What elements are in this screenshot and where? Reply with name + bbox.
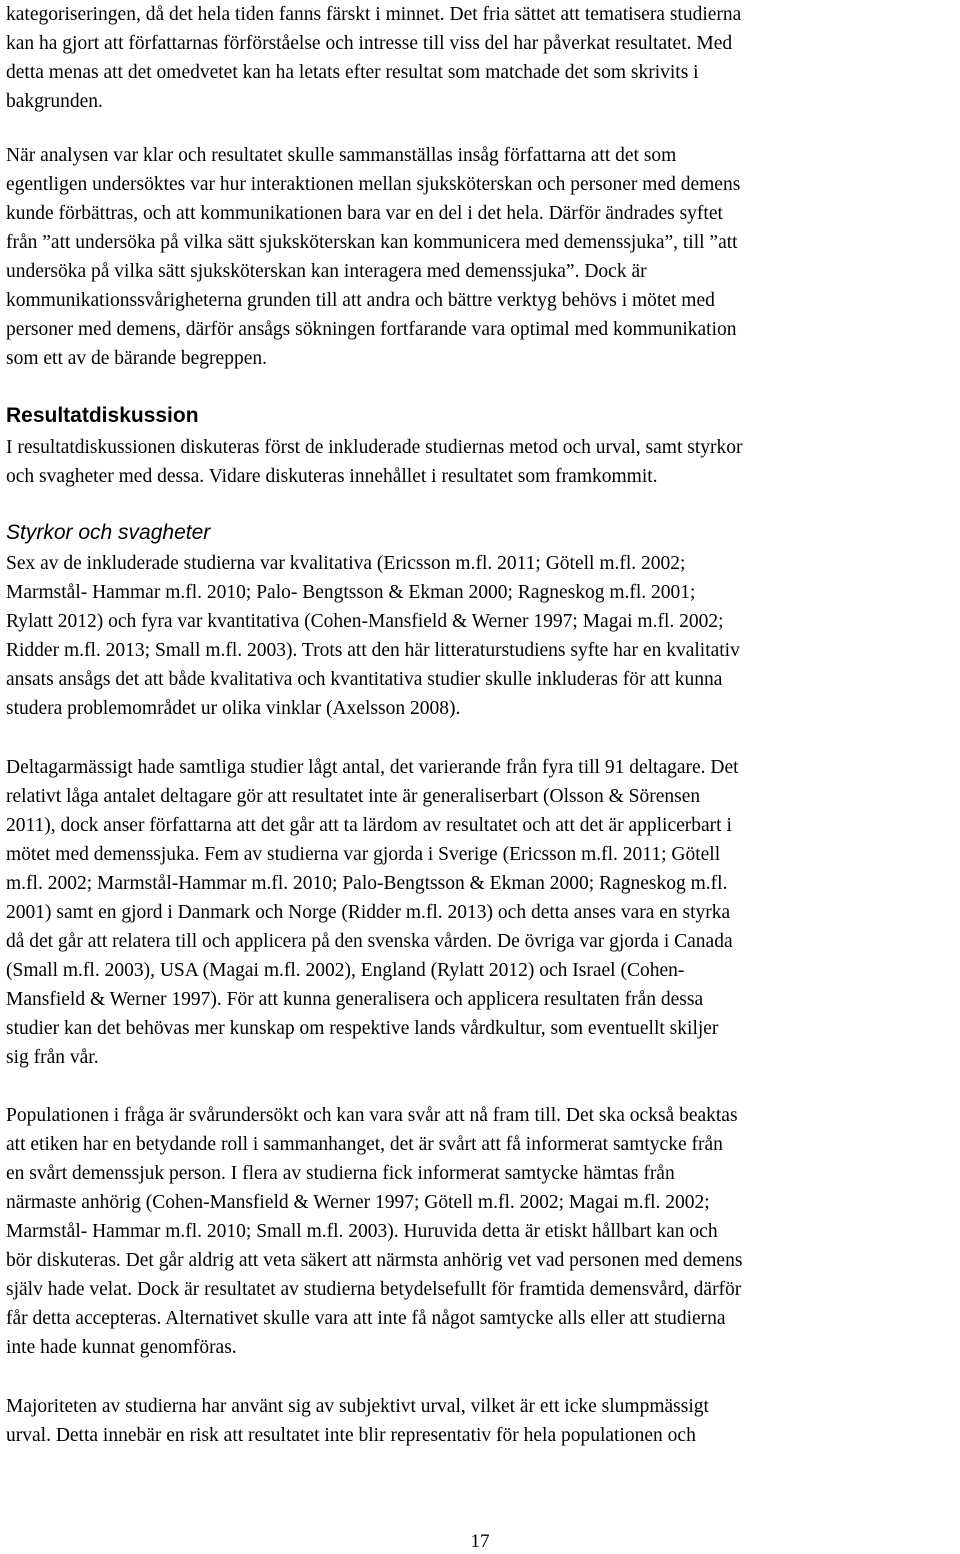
paragraph-urval [6,1392,960,1450]
text-line: (Small m.fl. 2003), USA (Magai m.fl. 2002), England (Rylatt 2012) och Israel (Cohen- [6,960,685,981]
text-line: Sex av de inkluderade studierna var kvalitativa (Ericsson m.fl. 2011; Götell m.fl. 2002; [6,553,686,574]
text-line: inte hade kunnat genomföras. [6,1337,237,1358]
text-line: att etiken har en betydande roll i sammanhanget, det är svårt att få informerat samtycke från [6,1134,723,1155]
page-number: 17 [470,1531,490,1552]
text-line: kategoriseringen, då det hela tiden fanns färskt i minnet. Det fria sättet att tematisera studierna [6,4,742,25]
text-line: Majoriteten av studierna har använt sig av subjektivt urval, vilket är ett icke slumpmässigt [6,1396,709,1417]
paragraph-styrkor [6,549,960,723]
text-line: egentligen undersöktes var hur interaktionen mellan sjuksköterskan och personer med demens [6,174,741,195]
text-line: närmaste anhörig (Cohen-Mansfield & Werner 1997; Götell m.fl. 2002; Magai m.fl. 2002; [6,1192,710,1213]
text-line: Marmstål- Hammar m.fl. 2010; Palo- Bengtsson & Ekman 2000; Ragneskog m.fl. 2001; [6,582,696,603]
text-line: Mansfield & Werner 1997). För att kunna generalisera och applicera resultaten från dessa [6,989,704,1010]
text-line: I resultatdiskussionen diskuteras först de inkluderade studiernas metod och urval, samt styrkor [6,437,743,458]
paragraph-deltagare [6,753,960,1072]
text-line: kunde förbättras, och att kommunikationen bara var en del i det hela. Därför ändrades syftet [6,203,723,224]
text-line: personer med demens, därför ansågs sökningen fortfarande vara optimal med kommunikation [6,319,737,340]
text-line: undersöka på vilka sätt sjuksköterskan kan interagera med demenssjuka”. Dock är [6,261,647,282]
text-line: 2011), dock anser författarna att det går att ta lärdom av resultatet och att det är applicerbart i [6,815,732,836]
subsection-heading: Styrkor och svagheter [6,521,211,544]
text-line: mötet med demenssjuka. Fem av studierna var gjorda i Sverige (Ericsson m.fl. 2011; Götell [6,844,721,865]
text-line: Populationen i fråga är svårundersökt och kan vara svår att nå fram till. Det ska också beaktas [6,1105,738,1126]
text-line: då det går att relatera till och applicera på den svenska vården. De övriga var gjorda i Canada [6,931,733,952]
text-line: bakgrunden. [6,91,103,112]
text-line: kan ha gjort att författarnas förförståelse och intresse till viss del har påverkat resultatet. Med [6,33,733,54]
text-line: själv hade velat. Dock är resultatet av studierna betydelsefullt för framtida demensvård, därför [6,1279,742,1300]
text-line: som ett av de bärande begreppen. [6,348,267,369]
text-line: urval. Detta innebär en risk att resultatet inte blir representativ för hela populationen och [6,1425,696,1446]
text-line: relativt låga antalet deltagare gör att resultatet inte är generaliserbart (Olsson & Sörensen [6,786,701,807]
text-line: ansats ansågs det att både kvalitativa och kvantitativa studier skulle inkluderas för att kunna [6,669,723,690]
text-line: från ”att undersöka på vilka sätt sjuksköterskan kan kommunicera med demenssjuka”, till ”att [6,232,738,253]
text-line: Deltagarmässigt hade samtliga studier lågt antal, det varierande från fyra till 91 deltagare. Det [6,757,739,778]
paragraph-resultatdiskussion [6,433,960,491]
text-line: en svårt demenssjuk person. I flera av studierna fick informerat samtycke hämtas från [6,1163,675,1184]
text-line: studera problemområdet ur olika vinklar (Axelsson 2008). [6,698,461,719]
paragraph-analysis [6,141,960,373]
text-line: studier kan det behövas mer kunskap om respektive lands vårdkultur, som eventuellt skiljer [6,1018,719,1039]
text-line: kommunikationssvårigheterna grunden till att andra och bättre verktyg behövs i mötet med [6,290,715,311]
section-heading: Resultatdiskussion [6,404,199,427]
text-line: När analysen var klar och resultatet skulle sammanställas insåg författarna att det som [6,145,677,166]
text-line: m.fl. 2002; Marmstål-Hammar m.fl. 2010; Palo-Bengtsson & Ekman 2000; Ragneskog m.fl. [6,873,728,894]
text-line: Ridder m.fl. 2013; Small m.fl. 2003). Trots att den här litteraturstudiens syfte har en kvalitativ [6,640,740,661]
text-line: detta menas att det omedvetet kan ha letats efter resultat som matchade det som skrivits i [6,62,699,83]
text-line: 2001) samt en gjord i Danmark och Norge (Ridder m.fl. 2013) och detta anses vara en styrka [6,902,731,923]
paragraph-intro [6,0,960,116]
text-line: bör diskuteras. Det går aldrig att veta säkert att närmsta anhörig vet vad personen med demens [6,1250,743,1271]
text-line: får detta accepteras. Alternativet skulle vara att inte få något samtycke alls eller att studierna [6,1308,726,1329]
text-line: Rylatt 2012) och fyra var kvantitativa (Cohen-Mansfield & Werner 1997; Magai m.fl. 2002; [6,611,724,632]
text-line: sig från vår. [6,1047,99,1068]
paragraph-population [6,1101,960,1362]
text-line: och svagheter med dessa. Vidare diskuteras innehållet i resultatet som framkommit. [6,466,658,487]
text-line: Marmstål- Hammar m.fl. 2010; Small m.fl. 2003). Huruvida detta är etiskt hållbart kan och [6,1221,718,1242]
